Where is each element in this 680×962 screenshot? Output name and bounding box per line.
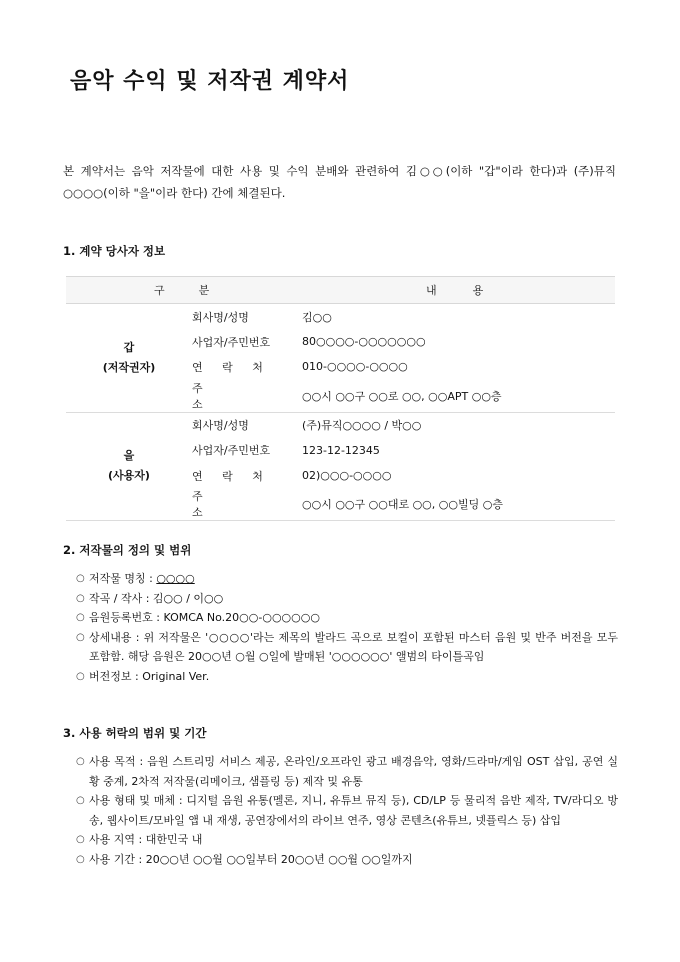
bullet-circle: ○ xyxy=(76,573,85,584)
bullet-circle: ○ xyxy=(76,670,85,682)
version-info: 버전정보 : Original Ver. xyxy=(89,669,210,683)
party-gap-role: (저작권자) xyxy=(102,360,156,374)
section-3-heading: 3. 사용 허락의 범위 및 기간 xyxy=(63,726,207,740)
list-item xyxy=(76,752,618,791)
usage-media: 사용 형태 및 매체 : 디지털 음원 유통(멜론, 지니, 유튜브 뮤직 등), CD/LP 등 물리적 음반 제작, TV/라디오 방송, 웹사이트/모바일 앱 내 재생, 공연장에서의 라이브 연주, 영상 콘텐츠(유튜브, 넷플릭스 등) 삽입 xyxy=(89,794,618,827)
party-gap-name: 갑 xyxy=(123,340,135,354)
list-item xyxy=(76,608,618,628)
table-header-row xyxy=(66,277,615,304)
table-row xyxy=(66,412,615,438)
header-gubun-char-2: 분 xyxy=(198,284,210,297)
work-detail: 상세내용 : 위 저작물은 '○○○○'라는 제목의 발라드 곡으로 보컬이 포함된 마스터 음원 및 반주 버전을 모두 포함함. 해당 음원은 20○○년 ○월 ○일에 발매된 '○○○○○○' 앨범의 타이틀곡임 xyxy=(89,630,618,663)
list-item xyxy=(76,850,618,870)
field-label: 주 소 xyxy=(192,380,302,413)
bullet-circle: ○ xyxy=(76,756,85,767)
field-label: 연 락 처 xyxy=(192,469,271,483)
composer-lyricist: 작곡 / 작사 : 김○○ / 이○○ xyxy=(89,591,224,605)
field-value: (주)뮤직○○○○ / 박○○ xyxy=(302,419,422,433)
intro-paragraph: 본 계약서는 음악 저작물에 대한 사용 및 수익 분배와 관련하여 김○○(이하 "갑"이라 한다)과 (주)뮤직○○○○(이하 "을"이라 한다) 간에 체결된다. xyxy=(63,164,616,200)
header-naeyong-char-1: 내 xyxy=(426,284,437,297)
field-label: 주 소 xyxy=(192,488,302,521)
list-item xyxy=(76,667,618,687)
header-naeyong xyxy=(302,277,615,304)
work-name-value: ○○○○ xyxy=(156,572,195,585)
list-item xyxy=(76,569,618,589)
field-value: ○○시 ○○구 ○○대로 ○○, ○○빌딩 ○층 xyxy=(302,488,615,521)
field-label: 연 락 처 xyxy=(192,360,271,374)
header-naeyong-char-2: 용 xyxy=(472,284,484,297)
field-value: 김○○ xyxy=(302,310,332,324)
section-3-list xyxy=(76,752,618,869)
bullet-circle: ○ xyxy=(76,631,85,643)
section-1-heading: 1. 계약 당사자 정보 xyxy=(63,244,166,258)
party-eul-role: (사용자) xyxy=(108,469,150,483)
bullet-circle: ○ xyxy=(76,592,85,604)
field-value: 010-○○○○-○○○○ xyxy=(302,360,408,374)
section-2-heading: 2. 저작물의 정의 및 범위 xyxy=(63,543,192,557)
parties-table xyxy=(66,276,615,521)
bullet-circle: ○ xyxy=(76,795,85,806)
header-gubun-char-1: 구 xyxy=(154,284,165,297)
field-label: 회사명/성명 xyxy=(192,419,249,433)
usage-region: 사용 지역 : 대한민국 내 xyxy=(89,833,203,846)
usage-purpose: 사용 목적 : 음원 스트리밍 서비스 제공, 온라인/오프라인 광고 배경음악, 영화/드라마/게임 OST 삽입, 공연 실황 중계, 2차적 저작물(리메이크, 샘플링 등) 제작 및 유통 xyxy=(89,755,618,788)
field-value: 02)○○○-○○○○ xyxy=(302,469,392,483)
document-title: 음악 수익 및 저작권 계약서 xyxy=(70,69,350,94)
field-value: ○○시 ○○구 ○○로 ○○, ○○APT ○○층 xyxy=(302,380,615,413)
party-eul-name: 을 xyxy=(123,449,135,463)
field-value: 80○○○○-○○○○○○○ xyxy=(302,335,426,349)
party-gap-cell xyxy=(66,304,192,413)
bullet-circle: ○ xyxy=(76,612,85,623)
bullet-circle: ○ xyxy=(76,853,85,865)
bullet-circle: ○ xyxy=(76,834,85,845)
field-label: 회사명/성명 xyxy=(192,310,249,324)
field-value: 123-12-12345 xyxy=(302,443,380,457)
list-item xyxy=(76,830,618,850)
list-item xyxy=(76,791,618,830)
registration-number: 음원등록번호 : KOMCA No.20○○-○○○○○○ xyxy=(89,611,320,624)
list-item xyxy=(76,628,618,667)
section-2-list xyxy=(76,569,618,686)
work-name-label: 저작물 명칭 : xyxy=(89,572,157,585)
table-row xyxy=(66,304,615,330)
field-label: 사업자/주민번호 xyxy=(192,444,271,458)
list-item xyxy=(76,589,618,609)
party-eul-cell xyxy=(66,412,192,521)
usage-period: 사용 기간 : 20○○년 ○○월 ○○일부터 20○○년 ○○월 ○○일까지 xyxy=(89,852,413,866)
field-label: 사업자/주민번호 xyxy=(192,335,271,349)
header-gubun xyxy=(66,277,302,304)
